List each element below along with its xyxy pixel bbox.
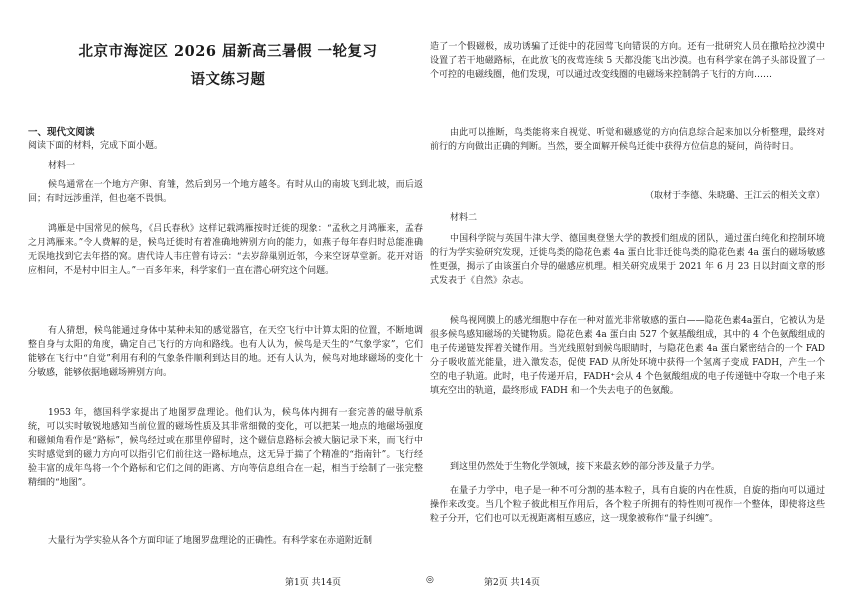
- material-1-paragraph-1: 候鸟通常在一个地方产卵、育雏，然后到另一个地方越冬。有时从山的南坡飞到北坡，而后返回；有时远涉重洋，但也毫不畏惧。: [28, 180, 423, 204]
- material-1-paragraph-3: 有人猜想，候鸟能通过身体中某种未知的感觉器官，在天空飞行中计算太阳的位置，不断地调整自身与太阳的角度，确定自己飞行的方向和路线。也有人认为，候鸟是天生的“气象学家”，它们能够在飞行中“自觉”利用有利的气象条件顺利到达目的地。还有人认为，候鸟对地球磁场的变化十分敏感，能够依据地磁场辨别方向。: [28, 326, 423, 378]
- material-2-paragraph-4: 在量子力学中，电子是一种不可分割的基本粒子，具有自旋的内在性质，自旋的指向可以通过操作来改变。当几个粒子彼此相互作用后，各个粒子所拥有的特性则可视作一个整体，即使将这些粒子分开，它们也可以无视距离相互感应，这一现象被称作“量子纠缠”。: [430, 486, 825, 524]
- material-1-label: 材料一: [48, 161, 76, 171]
- material-1-paragraph-6: 由此可以推断，鸟类能将来自视觉、听觉和磁感觉的方向信息综合起来加以分析整理，最终对前行的方向做出正确的判断。当然，要全面解开候鸟迁徙中获得方位信息的疑问，尚待时日。: [430, 128, 825, 152]
- document-subtitle: 语文练习题: [190, 71, 266, 88]
- material-2-paragraph-1: 中国科学院与英国牛津大学、德国奥登堡大学的教授们组成的团队，通过蛋白纯化和控制环境的行为学实验研究发现，迁徙鸟类的隐花色素 4a 蛋白比非迁徙鸟类的隐花色素 4a 蛋白的磁场敏感性更强，揭示了由该蛋白介导的磁感应机理。相关研究成果于 2021 年 6 月 23 日以封面文章的形式发表于《自然》杂志。: [430, 234, 825, 286]
- material-1-paragraph-5-continued: 造了一个假磁极，成功诱骗了迁徙中的花园莺飞向错误的方向。还有一批研究人员在撒哈拉沙漠中设置了若干地磁路标，在此放飞的夜莺连续 5 天都没能飞出沙漠。也有科学家在鸽子头部设置了一个可控的电磁线圈，他们发现，可以通过改变线圈的电磁场来控制鸽子飞行的方向……: [430, 42, 825, 80]
- material-1-paragraph-4: 1953 年，德国科学家提出了地图罗盘理论。他们认为，候鸟体内拥有一套完善的磁导航系统，可以实时敏锐地感知当前位置的磁场性质及其非常细微的变化，可以把某一地点的地磁场强度和磁倾角看作是“路标”，候鸟经过或在那里停留时，这个磁信息路标会被大脑记录下来，而飞行中实时感觉到的磁力方向可以指引它们前往这一路标地点，这无异于揣了个精准的“指南针”。飞行经验丰富的成年鸟将一个个路标和它们之间的距离、方向等信息组合在一起，相当于绘制了一张完整精细的“地图”。: [28, 408, 423, 488]
- source-citation: （取材于李德、朱晓璐、王江云的相关文章）: [644, 191, 825, 201]
- material-2-paragraph-3: 到这里仍然处于生物化学领域，接下来最玄妙的部分涉及量子力学。: [450, 462, 721, 472]
- instruction-text: 阅读下面的材料，完成下面小题。: [28, 141, 164, 151]
- page-number-right: 第2页 共14页: [484, 578, 541, 588]
- document-title: 北京市海淀区 2026 届新高三暑假 一轮复习: [78, 43, 378, 60]
- center-symbol: ◎: [426, 575, 434, 585]
- material-1-paragraph-2: 鸿雁是中国常见的候鸟，《吕氏春秋》这样记载鸿雁按时迁徙的现象：“孟秋之月鸿雁来，孟春之月鸿雁来。”令人费解的是，候鸟迁徙时有着准确地辨别方向的能力，如燕子每年春归时总能准确无误地找到它去年搭的窝。唐代诗人韦庄曾有诗云：“去岁辞巢别近邻，今来空讶草堂新。花开对语应相问，不是村中旧主人。”一百多年来，科学家们一直在潜心研究这个问题。: [28, 224, 423, 276]
- page-number-left: 第1页 共14页: [285, 578, 342, 588]
- material-1-paragraph-5: 大量行为学实验从各个方面印证了地图罗盘理论的正确性。有科学家在赤道附近制: [48, 536, 373, 546]
- material-2-label: 材料二: [450, 213, 478, 223]
- section-heading: 一、现代文阅读: [28, 127, 95, 138]
- material-2-paragraph-2: 候鸟视网膜上的感光细胞中存在一种对蓝光非常敏感的蛋白——隐花色素4a蛋白，它被认为是很多候鸟感知磁场的关键物质。隐花色素 4a 蛋白由 527 个氨基酸组成，其中的 4 个色氨酸组成的电子传递链发挥着关键作用。当光线照射到候鸟眼睛时，与隐花色素 4a 蛋白紧密结合的一个 FAD 分子吸收蓝光能量，进入激发态，促使 FAD 从所处环境中获得一个氢离子变成 FADH，产生一个空的电子轨道。此时，电子传递开启，FADH⁺会从 4 个色氨酸组成的电子传递链中夺取一个电子来填充空出的轨道，最终形成 FADH 和一个失去电子的色氨酸。: [430, 316, 825, 396]
